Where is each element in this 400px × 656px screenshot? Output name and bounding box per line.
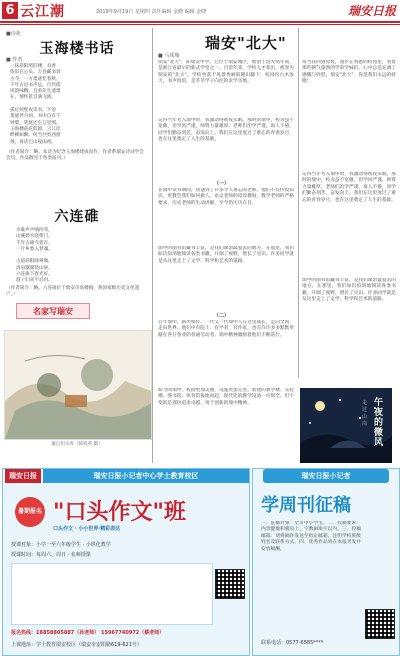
header-meta: 2019年9月19日 星期四 责任编辑 金晓 编辑 金晓 — [96, 9, 207, 15]
ad1-line1: 授课对象：小学一至六年级学生 · 小班化教学 — [11, 542, 111, 548]
article-paragraph: 瑞中的图书馆藏书丰富，是我们课余最爱去的地方。在那里，我们如饥似渴地阅读各类书籍，开阔了视野，增长了见识。许多同学就是从这里走上了文学、科学和艺术的道路。 — [302, 278, 396, 303]
ad-weekly-call — [252, 468, 400, 656]
article-paragraph: 百年瑞中，薪火相传。一代又一代瑞中人在这里成长，走向全国，走向世界。他们中有院士、有学者、有作家，也有许许多多默默奉献在各行各业的普通劳动者。瑞中精神激励着他们不断前行。 — [158, 320, 294, 338]
ad2-qr-code[interactable] — [365, 609, 395, 639]
ad-oral-composition — [2, 468, 250, 656]
article-paragraph: 记得当年考入瑞中时，我激动得彻夜未眠。那时的瑞中，校舍虽不宽敞，但学风严谨，师资力量雄厚。老师们治学严谨，诲人不倦，同学们勤奋刻苦，奋发向上。我们在这里度过了难忘的青春岁月，也在这里奠定了人生的基础。 — [158, 118, 294, 143]
painting-image — [4, 330, 152, 440]
poem2-note: （作者简介：略。六连碓位于瑞安市高楼镇，系国家级历史文化遗产。） — [6, 286, 140, 297]
page-header — [0, 0, 400, 22]
poem1-title: 玉海楼书话 — [39, 41, 115, 57]
ad1-address: 上课地址：学士教育瑞安校区（瑞安市安阳路619-621号） — [11, 642, 142, 648]
ad2-body: 一、征稿对象：全市中小学生。二、投稿要求：内容健康积极向上，字数800字以内。三、投稿邮箱：请将稿件发送至指定邮箱，注明学校班级姓名及联系方式。四、优秀作品将在本报刊发并发放稿酬。 — [261, 521, 361, 552]
section-title: 云江潮 — [20, 4, 65, 20]
ad1-top-bar: 瑞安日报小记者中心学士教育校区 — [43, 469, 249, 483]
poem1-body: 一抹斜阳照旧楼，书香 依旧在心头。万卷藏书诉 古今，一方墨迹忆春秋。 千年古邑书声远，百代儒 风韵味稠。且看先生遗墨 在，情怀犹自满飞鸥。 孤灯照壁夜读书，半卷 黄庭伴月初。书中自有千 钟粟，笔底还生万里图。 玉海楼前花似锦，云江岸 畔柳如酥。何当共剪西窗 烛，再话巴山夜雨初。 — [10, 64, 61, 145]
ad2-contact: 联系电话：0577-6585**** — [261, 640, 324, 646]
newspaper-logo: 瑞安日报 — [347, 4, 396, 18]
article-subheading: （二） — [214, 313, 230, 319]
article-subheading: （一） — [214, 181, 230, 187]
poem1-author: ■ 作者 — [6, 57, 23, 63]
article-author: ■ 马邦城 — [158, 53, 180, 59]
article-paragraph: 如今的瑞中，校园更加美丽，设施更加完善。新建的教学楼、实验楼、图书馆、体育馆拔地而起，现代化的教学设备一应俱全。但不变的是那份追求卓越、勇于创新的瑞中精神。 — [158, 388, 294, 406]
ad1-content-box — [11, 563, 213, 625]
poem2-body: 水碓声声响四邻， 山溪碧水绕柴门。 千年古碓今犹在， 一片乡愁入梦魂。 古道斜阳映翠微， 清泉潺潺绕山扉。 六连碓下春光好， 游子归来不忍归。 — [16, 228, 53, 284]
ad1-line2: 授课时间：每周六、周日 · 名师授课 — [11, 552, 91, 558]
section-tag: ■诗苑 — [6, 31, 21, 37]
ad1-qr-code[interactable] — [215, 569, 245, 599]
night-title: 午夜的微风 — [374, 398, 384, 448]
night-author: 走过山岗 — [362, 400, 368, 427]
ad2-title: 学周刊征稿 — [261, 495, 351, 516]
article-paragraph: 瑞安"北大"，即瑞安中学。它位于瑞安城区，始创于清光绪年间，是浙江省最早的新式学堂之一。百余年来，学校人才辈出，被誉为瑞安的"北大"。学校坐落于风景秀丽的隆山脚下，校园内古木参天，书声琅琅，是莘莘学子向往的求学圣地。 — [158, 60, 294, 85]
painting-illustration — [5, 331, 151, 439]
page-number: 6 — [2, 2, 18, 19]
poem2-title: 六连碓 — [54, 209, 100, 225]
column-divider — [298, 28, 299, 378]
painting-caption: 碓臼坦水库（陈铁英 摄） — [51, 442, 103, 447]
poem1-note: （作者简介：略。本诗为纪念玉海楼建成而作，作者系瑞安诗词学会会员，作品散见于各类报刊。） — [6, 150, 144, 161]
ad-area — [0, 468, 400, 656]
header-rule-thin — [0, 24, 400, 25]
ad1-logo: 瑞安日报 — [5, 469, 41, 483]
article-paragraph: 在瑞中读书期间，我遇到了许多令人难忘的老师。他们不仅传授知识，更教会我们如何做人。语文老师的谆谆教诲，数学老师的严格要求，历史老师的生动讲解，至今仍历历在目。 — [158, 188, 294, 206]
ad1-phone: 报名热线：18858805887（孙老师） 15967740972（蔡老师） — [11, 630, 165, 636]
column-name-box — [16, 303, 90, 319]
ad1-badge: 暑期报名 — [15, 497, 45, 527]
article-paragraph: 记得当年考入瑞中时，我激动得彻夜未眠。那时的瑞中，校舍虽不宽敞，但学风严谨，师资力量雄厚。老师们治学严谨，诲人不倦，同学们勤奋刻苦，奋发向上。我们在这里度过了难忘的青春岁月，也在这里奠定了人生的基础。 — [302, 172, 396, 203]
ad1-title: "口头作文"班 — [53, 499, 186, 525]
article-title: 瑞安"北大" — [205, 34, 287, 52]
article-paragraph: 瑞中的图书馆藏书丰富，是我们课余最爱去的地方。在那里，我们如饥似渴地阅读各类书籍，开阔了视野，增长了见识。许多同学就是从这里走上了文学、科学和艺术的道路。 — [158, 246, 294, 264]
article-paragraph: 每当我回到母校，漫步在熟悉的校园里，看着那些朝气蓬勃的学弟学妹们，心中总是充满了感慨与欣慰。瑞安"北大"，你是我们永远的骄傲！ — [302, 60, 396, 85]
ad2-top-bar: 瑞安日报小记者 — [263, 469, 389, 483]
column-name-label: 名家写瑞安 — [33, 307, 73, 316]
ad1-subtitle: 口头作文 · 小小世界·精彩表达 — [53, 526, 121, 532]
header-rule — [0, 21, 400, 23]
column-divider — [152, 28, 153, 463]
